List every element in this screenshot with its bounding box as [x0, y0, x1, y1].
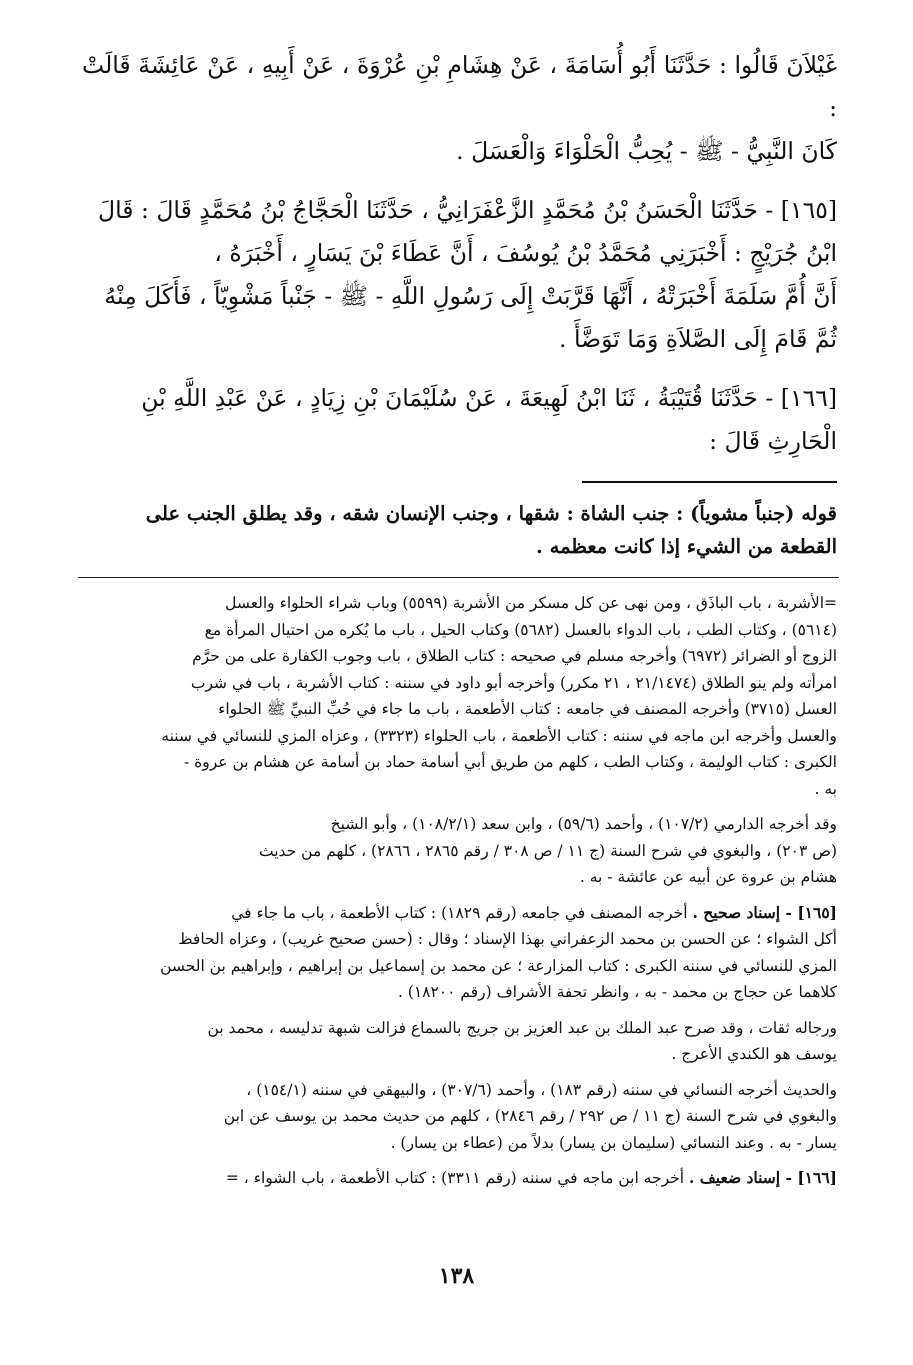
- note-166-label: [١٦٦] - إسناد ضعيف .: [688, 1168, 837, 1187]
- notes-divider: [78, 577, 839, 578]
- footnote-separator: [582, 481, 837, 483]
- takhrij-notes: [82, 590, 837, 1192]
- hadith-166: [١٦٦] - حَدَّثَنَا قُتَيْبَةُ ، ثَنَا ابْنُ لَهِيعَةَ ، عَنْ سُلَيْمَانَ بْنِ زِيَادٍ ، عَنْ عَبْدِ اللَّهِ بْنِ الْحَارِثِ قَالَ :: [141, 384, 837, 455]
- note-paragraph: ورجاله ثقات ، وقد صرح عبد الملك بن عبد العزيز بن جريج بالسماع فزالت شبهة تدليسه ، محمد بن يوسف هو الكندي الأعرج .: [207, 1018, 837, 1063]
- note-165-label: [١٦٥] - إسناد صحيح .: [692, 902, 837, 922]
- gloss-note: قوله (جنباً مشوياً) : جنب الشاة : شقها ، وجنب الإنسان شقه ، وقد يطلق الجنب على القطعة من الشيء إذا كانت معظمه .: [145, 502, 837, 558]
- main-line: غَيْلاَنَ قَالُوا : حَدَّثَنَا أَبُو أُسَامَةَ ، عَنْ هِشَامِ بْنِ عُرْوَةَ ، عَنْ أَبِيهِ ، عَنْ عَائِشَةَ قَالَتْ : كَانَ النَّبِيُّ - ﷺ - يُحِبُّ الْحَلْوَاءَ وَالْعَسَلَ .: [82, 51, 837, 165]
- hadith-165: [١٦٥] - حَدَّثَنَا الْحَسَنُ بْنُ مُحَمَّدٍ الزَّعْفَرَانِيُّ ، حَدَّثَنَا الْحَجَّاجُ بْنُ مُحَمَّدٍ قَالَ : قَالَ ابْنُ جُرَيْجٍ : أَخْبَرَنِي مُحَمَّدُ بْنُ يُوسُفَ ، أَنَّ عَطَاءَ بْنَ يَسَارٍ ، أَخْبَرَهُ ، أَنَّ أُمَّ سَلَمَةَ أَخْبَرَتْهُ ، أَنَّهَا قَرَّبَتْ إِلَى رَسُولِ اللَّهِ - ﷺ - جَنْباً مَشْوِيّاً ، فَأَكَلَ مِنْهُ ثُمَّ قَامَ إِلَى الصَّلاَةِ وَمَا تَوَضَّأَ .: [98, 196, 837, 353]
- note-paragraph: والحديث أخرجه النسائي في سننه (رقم ١٨٣) ، وأحمد (٣٠٧/٦) ، والبيهقي في سننه (١٥٤/١) ، والبغوي في شرح السنة (ج ١١ / ص ٢٩٢ / رقم ٢٨٤٦) ، كلهم من حديث محمد بن يوسف عن ابن يسار - به . وعند النسائي (سليمان بن يسار) بدلاً من (عطاء بن يسار) .: [223, 1080, 837, 1152]
- note-165: [١٦٥] - إسناد صحيح . أخرجه المصنف في جامعه (رقم ١٨٢٩) : كتاب الأطعمة ، باب ما جاء في أكل الشواء ؛ عن الحسن بن محمد الزعفراني بهذا الإسناد ؛ وقال : (حسن صحيح غريب) ، وعزاه الحافظ المزي للنسائي في سننه الكبرى : كتاب المزارعة ؛ عن محمد بن إسماعيل بن إبراهيم ، وإبراهيم بن الحسن كلاهما عن حجاج بن محمد - به ، وانظر تحفة الأشراف (رقم ١٨٢٠٠) .: [160, 902, 837, 1001]
- note-paragraph: =الأشربة ، باب الباذَق ، ومن نهى عن كل مسكر من الأشربة (٥٥٩٩) وباب شراء الحلواء والعسل (٥٦١٤) ، وكتاب الطب ، باب الدواء بالعسل (٥٦٨٢) وكتاب الحيل ، باب ما يُكره من احتيال المرأة مع الزوج أو الضرائر (٦٩٧٢) وأخرجه مسلم في صحيحه : كتاب الطلاق ، باب وجوب الكفارة على من حرَّم امرأته ولم ينو الطلاق (٢١/١٤٧٤ ، ٢١ مكرر) وأخرجه أبو داود في سننه : كتاب الأشربة ، باب في شرب العسل (٣٧١٥) وأخرجه المصنف في جامعه : كتاب الأطعمة ، باب ما جاء في حُبِّ النبيِّ ﷺ الحلواء والعسل وأخرجه ابن ماجه في سننه : كتاب الأطعمة ، باب الحلواء (٣٣٢٣) ، وعزاه المزي للنسائي في سننه الكبرى : كتاب الوليمة ، وكتاب الطب ، كلهم من طريق أبي أسامة حماد بن أسامة عن هشام بن عروة - به .: [161, 594, 837, 798]
- note-166: [١٦٦] - إسناد ضعيف . أخرجه ابن ماجه في سننه (رقم ٣٣١١) : كتاب الأطعمة ، باب الشواء ، =: [225, 1168, 837, 1187]
- page-number: ١٣٨: [438, 1263, 475, 1289]
- note-paragraph: وقد أخرجه الدارمي (١٠٧/٢) ، وأحمد (٥٩/٦) ، وابن سعد (١٠٨/٢/١) ، وأبو الشيخ (ص ٢٠٣) ، والبغوي في شرح السنة (ج ١١ / ص ٣٠٨ / رقم ٢٨٦٥ ، ٢٨٦٦) ، كلهم من حديث هشام بن عروة عن أبيه عن عائشة - به .: [258, 815, 837, 886]
- hadith-text: [82, 44, 837, 463]
